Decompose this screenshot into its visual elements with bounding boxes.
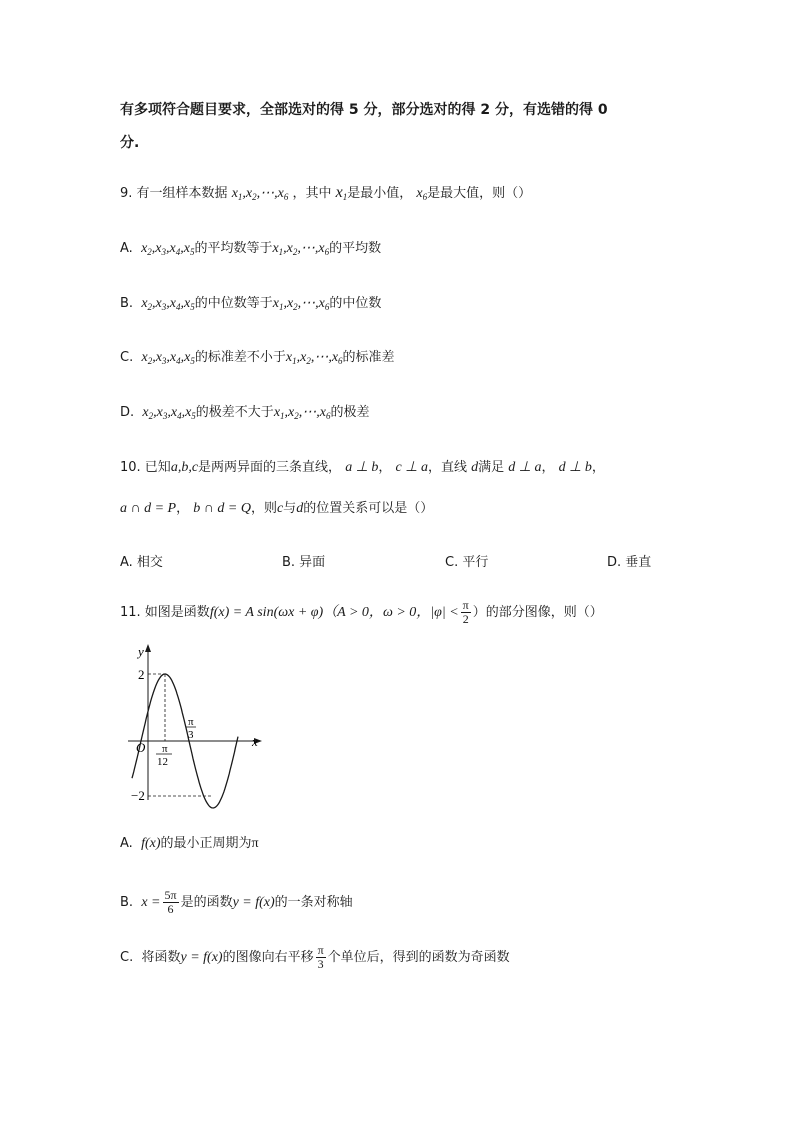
function-expression: f(x) = A sin(ωx + φ) bbox=[209, 605, 324, 620]
tick-pi-12-den: 12 bbox=[157, 756, 168, 768]
section-instruction: 有多项符合题目要求，全部选对的得 5 分，部分选对的得 2 分，有选错的得 0 bbox=[120, 102, 608, 118]
sine-graph bbox=[118, 640, 278, 810]
tick-pi-3-num: π bbox=[188, 716, 194, 728]
q11-option-a: A. f(x)的最小正周期为π bbox=[120, 836, 259, 851]
section-instruction-cont: 分. bbox=[120, 135, 140, 151]
q9-data-set: $x_1,x_2,\cdots,x_6$ bbox=[231, 186, 289, 202]
x-axis-label: x bbox=[252, 734, 258, 749]
q9-option-b: B. $x_2,x_3,x_4,x_5$的中位数等于$x_1,x_2,\cdots,x_6$的中位数 bbox=[120, 296, 382, 312]
y-axis-label: y bbox=[138, 644, 144, 659]
question-10-cont: a ∩ d = P， b ∩ d = Q，则c与d的位置关系可以是（） bbox=[120, 501, 434, 516]
q10-option-b: B. 异面 bbox=[282, 555, 326, 570]
q9-stem: 9. 有一组样本数据 bbox=[120, 186, 228, 201]
min-value-label: −2 bbox=[131, 788, 145, 803]
q9-option-d: D. $x_2,x_3,x_4,x_5$的极差不大于$x_1,x_2,\cdots,x_6$的极差 bbox=[120, 405, 370, 421]
q10-option-a: A. 相交 bbox=[120, 555, 163, 570]
y-axis-arrow-icon bbox=[145, 644, 151, 652]
q11-option-b: B. x = $\frac{5\pi}{6}$ 是的函数y = f(x)的一条对称轴 bbox=[120, 888, 353, 916]
question-10: 10. 已知a,b,c是两两异面的三条直线， a ⊥ b， c ⊥ a，直线 d满足 d ⊥ a， d ⊥ b， bbox=[120, 460, 605, 475]
guide-lines bbox=[148, 674, 212, 796]
q9-option-a: A. $x_2,x_3,x_4,x_5$的平均数等于$x_1,x_2,\cdots,x_6$的平均数 bbox=[120, 241, 382, 257]
tick-pi-12-num: π bbox=[162, 743, 168, 755]
q9-option-c: C. $x_2,x_3,x_4,x_5$的标准差不小于$x_1,x_2,\cdots,x_6$的标准差 bbox=[120, 350, 395, 366]
max-value-label: 2 bbox=[138, 667, 145, 682]
perp-a-b: a ⊥ b bbox=[345, 460, 379, 475]
question-11: 11. 如图是函数f(x) = A sin(ωx + φ)（A > 0，ω > 0，|φ| < $\frac{\pi}{2}$ ）的部分图像，则（） bbox=[120, 598, 603, 626]
question-9: 9. 有一组样本数据 $x_1,x_2,\cdots,x_6$ ，其中 $x_1$是最小值， $x_6$是最大值，则（） bbox=[120, 184, 532, 202]
q11-option-c: C. 将函数y = f(x)的图像向右平移 $\frac{\pi}{3}$ 个单位后，得到的函数为奇函数 bbox=[120, 943, 510, 971]
origin-label: O bbox=[136, 740, 146, 755]
q10-option-c: C. 平行 bbox=[445, 555, 489, 570]
q10-option-d: D. 垂直 bbox=[607, 555, 652, 570]
tick-pi-3-den: 3 bbox=[188, 729, 194, 741]
